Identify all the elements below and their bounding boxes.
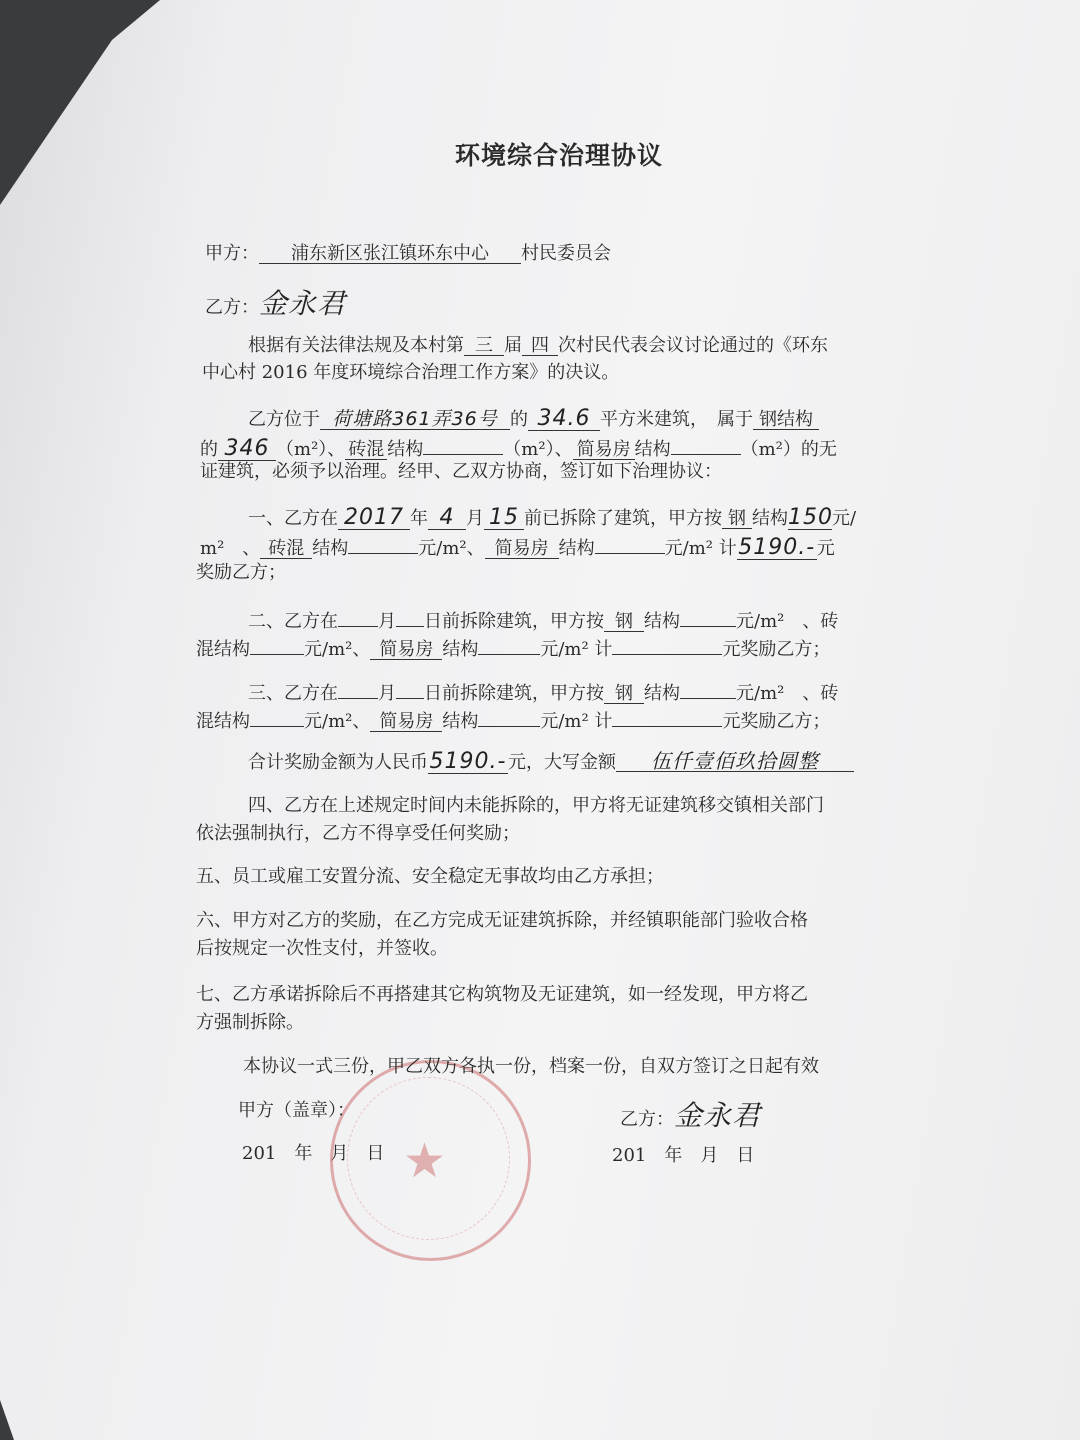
c3-brick-blank	[250, 708, 304, 727]
document-title: 环境综合治理协议	[455, 141, 664, 170]
c2-text-j: 元奖励乙方；	[722, 639, 831, 660]
clause-4-line-1: 四、乙方在上述规定时间内未能拆除的，甲方将无证建筑移交镇相关部门	[248, 795, 824, 816]
c2-text-c: 日前拆除建筑，甲方按	[424, 611, 604, 632]
building-type-brick: 砖混	[345, 441, 387, 460]
seal-star-icon: ★	[403, 1133, 447, 1189]
c1-simple-blank	[595, 535, 665, 554]
preamble-line-1	[248, 337, 828, 356]
building-line-1	[248, 408, 819, 431]
c2-text-h: 结构	[442, 639, 479, 660]
total-text-a: 合计奖励金额为人民币	[248, 752, 428, 773]
c2-steel: 钢	[604, 613, 644, 632]
clause-4-line-2: 依法强制执行，乙方不得享受任何奖励；	[196, 823, 520, 844]
c2-steel-blank	[680, 608, 736, 627]
clause-3-line-1	[248, 680, 838, 704]
total-line	[248, 751, 854, 774]
c3-text-j: 元奖励乙方；	[722, 711, 831, 732]
preamble-text-2: 届	[504, 335, 522, 356]
meeting-number: 四	[522, 337, 558, 356]
c3-text-e: 元/m² 、砖	[736, 683, 839, 704]
building-location: 荷塘路361弄36号	[320, 410, 510, 430]
c3-text-f: 混结构	[196, 711, 250, 732]
c1-steel: 钢	[722, 510, 752, 529]
building-text-3: 平方米建筑， 属于	[600, 409, 753, 430]
c2-text-d: 结构	[644, 611, 680, 632]
party-b-sign-line	[620, 1099, 762, 1132]
party-b-sign-label: 乙方：	[620, 1109, 674, 1130]
party-a-line	[205, 245, 611, 264]
party-b-sign-signature: 金永君	[674, 1099, 762, 1132]
total-text-b: 元，大写金额	[508, 752, 616, 773]
c2-brick-blank	[250, 636, 304, 655]
c2-total-blank	[612, 636, 722, 655]
clause-6-line-2: 后按规定一次性支付，并签收。	[196, 938, 448, 959]
party-b-label: 乙方：	[205, 297, 259, 318]
building-text-2: 的	[510, 409, 528, 430]
c2-text-e: 元/m² 、砖	[736, 611, 839, 632]
party-a-date: 201 年 月 日	[242, 1143, 385, 1164]
c3-text-g: 元/m²、	[304, 711, 371, 732]
building-line-2	[200, 436, 837, 461]
closing-statement: 本协议一式三份，甲乙双方各执一份，档案一份，自双方签订之日起有效	[243, 1056, 819, 1077]
building-type-simple: 简易房	[573, 441, 635, 460]
clause-1-line-1	[248, 507, 856, 530]
c3-simple: 简易房	[370, 713, 442, 732]
c3-total-blank	[612, 708, 722, 727]
clause-7-line-1: 七、乙方承诺拆除后不再搭建其它构筑物及无证建筑，如一经发现，甲方将乙	[196, 984, 808, 1005]
c1-rate: 150	[788, 505, 833, 530]
c3-text-i: 元/m² 计	[540, 711, 613, 732]
c2-text-a: 二、乙方在	[248, 611, 338, 632]
clause-1-line-3: 奖励乙方；	[196, 562, 286, 583]
c3-text-b: 月	[378, 683, 396, 704]
building-text-4: 的	[200, 439, 218, 460]
c3-text-h: 结构	[442, 711, 479, 732]
clause-3-line-2	[196, 708, 830, 732]
c1-text-g: m² 、	[200, 538, 261, 559]
c2-simple: 简易房	[370, 641, 442, 660]
c1-text-b: 年	[410, 508, 428, 529]
building-text-9: （m²）的无	[740, 439, 837, 460]
c2-text-b: 月	[378, 611, 396, 632]
c3-simple-blank	[478, 708, 540, 727]
c1-text-l: 元	[816, 538, 835, 559]
c1-total: 5190.-	[738, 535, 816, 560]
party-b-date: 201 年 月 日	[612, 1145, 755, 1166]
c2-simple-blank	[478, 636, 540, 655]
party-b-line	[205, 287, 347, 320]
c1-text-h: 结构	[312, 538, 349, 559]
c1-month: 4	[428, 507, 466, 530]
c1-brick: 砖混	[260, 540, 312, 559]
c3-steel: 钢	[604, 685, 644, 704]
total-amount-words: 伍仟壹佰玖拾圆整	[616, 751, 854, 772]
c3-day-blank	[396, 680, 424, 699]
building-text-5: （m²）、	[276, 439, 346, 460]
preamble-text-3: 次村民代表会议讨论通过的《环东	[558, 335, 828, 356]
c3-text-d: 结构	[644, 683, 680, 704]
clause-6-line-1: 六、甲方对乙方的奖励，在乙方完成无证建筑拆除，并经镇职能部门验收合格	[196, 910, 808, 931]
preamble-text-1: 根据有关法律法规及本村第	[248, 335, 464, 356]
c1-year: 2017	[338, 507, 410, 530]
building-text-8: 结构	[634, 439, 671, 460]
c1-day: 15	[484, 507, 524, 530]
c1-text-d: 前已拆除了建筑，甲方按	[524, 508, 722, 529]
c1-simple: 简易房	[485, 540, 559, 559]
party-b-signature: 金永君	[259, 287, 347, 320]
c1-text-j: 结构	[558, 538, 595, 559]
clause-2-line-1	[248, 608, 838, 632]
building-line-3: 证建筑，必须予以治理。经甲、乙双方协商，签订如下治理协议：	[200, 461, 722, 482]
c1-text-e: 结构	[752, 508, 788, 529]
building-area: 34.6	[528, 408, 600, 431]
c3-text-a: 三、乙方在	[248, 683, 338, 704]
c3-month-blank	[338, 680, 378, 699]
session-number: 三	[464, 337, 504, 356]
party-a-suffix: 村民委员会	[521, 243, 611, 264]
building-type-steel: 钢结构	[753, 411, 819, 430]
preamble-line-2: 中心村 2016 年度环境综合治理工作方案》的决议。	[202, 362, 620, 383]
building-text-6: 结构	[387, 439, 424, 460]
party-a-name: 浦东新区张江镇环东中心	[259, 245, 521, 264]
clause-7-line-2: 方强制拆除。	[196, 1012, 304, 1033]
c3-steel-blank	[680, 680, 736, 699]
c1-brick-blank	[348, 535, 418, 554]
c1-text-i: 元/m²、	[418, 538, 485, 559]
party-a-seal-label: 甲方（盖章）：	[238, 1100, 355, 1121]
clause-2-line-2	[196, 636, 830, 660]
party-a-label: 甲方：	[205, 243, 259, 264]
c2-text-g: 元/m²、	[304, 639, 371, 660]
c3-text-c: 日前拆除建筑，甲方按	[424, 683, 604, 704]
building-text-1: 乙方位于	[248, 409, 320, 430]
c1-text-c: 月	[466, 508, 484, 529]
building-text-7: （m²）、	[503, 439, 573, 460]
c1-text-f: 元/	[832, 508, 857, 529]
brick-area-blank	[423, 436, 503, 455]
building-area-steel: 346	[218, 438, 276, 461]
c1-text-a: 一、乙方在	[248, 508, 338, 529]
c2-month-blank	[338, 608, 378, 627]
clause-5: 五、员工或雇工安置分流、安全稳定无事故均由乙方承担；	[196, 866, 664, 887]
c2-day-blank	[396, 608, 424, 627]
clause-1-line-2	[200, 535, 835, 560]
simple-area-blank	[671, 436, 741, 455]
total-amount: 5190.-	[429, 749, 507, 774]
c2-text-f: 混结构	[196, 639, 250, 660]
c2-text-i: 元/m² 计	[540, 639, 613, 660]
c1-text-k: 元/m² 计	[664, 538, 737, 559]
